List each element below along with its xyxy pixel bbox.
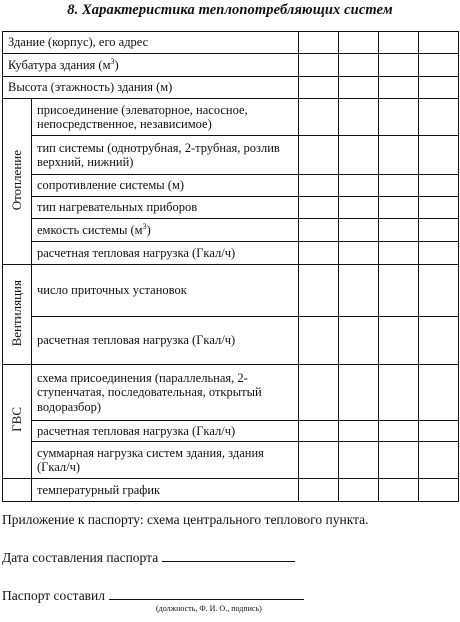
value-cell[interactable] xyxy=(419,54,459,77)
value-cell[interactable] xyxy=(379,317,419,365)
table-row xyxy=(3,32,459,54)
table-row xyxy=(3,242,459,265)
value-cell[interactable] xyxy=(339,365,379,421)
value-cell[interactable] xyxy=(299,365,339,421)
table-row xyxy=(3,197,459,219)
table-row xyxy=(3,136,459,175)
value-cell[interactable] xyxy=(419,136,459,175)
value-cell[interactable] xyxy=(339,54,379,77)
value-cell[interactable] xyxy=(299,479,339,502)
table-row xyxy=(3,442,459,479)
row-label-heating-resistance: сопротивление системы (м) xyxy=(32,175,299,197)
value-cell[interactable] xyxy=(299,99,339,136)
row-label-building-volume: Кубатура здания $(м^3)$ xyxy=(3,54,299,77)
row-label-heating-radiator-type: тип нагревательных приборов xyxy=(32,197,299,219)
value-cell[interactable] xyxy=(299,317,339,365)
date-field[interactable] xyxy=(162,549,295,562)
value-cell[interactable] xyxy=(339,99,379,136)
value-cell[interactable] xyxy=(379,99,419,136)
compiler-label: Паспорт составил xyxy=(2,588,106,603)
compiler-line xyxy=(2,587,304,604)
value-cell[interactable] xyxy=(419,317,459,365)
value-cell[interactable] xyxy=(339,77,379,99)
value-cell[interactable] xyxy=(379,479,419,502)
heat-consumer-table xyxy=(2,31,459,502)
value-cell[interactable] xyxy=(299,136,339,175)
value-cell[interactable] xyxy=(419,197,459,219)
table-row xyxy=(3,365,459,421)
value-cell[interactable] xyxy=(339,136,379,175)
value-cell[interactable] xyxy=(379,365,419,421)
table-row xyxy=(3,77,459,99)
value-cell[interactable] xyxy=(379,265,419,317)
table-row xyxy=(3,219,459,242)
value-cell[interactable] xyxy=(339,219,379,242)
table-row xyxy=(3,54,459,77)
row-label-heating-connection: присоединение (элеваторное, насосное, непосредственное, независимое) xyxy=(32,99,299,136)
table-row xyxy=(3,421,459,442)
table-row xyxy=(3,479,459,502)
value-cell[interactable] xyxy=(419,265,459,317)
row-label-heating-system-type: тип системы (однотрубная, 2-трубная, розлив верхний, нижний) xyxy=(32,136,299,175)
value-cell[interactable] xyxy=(339,442,379,479)
row-label-hot-water-connection-scheme: схема присоединения (параллельная, 2-ступенчатая, последовательная, открытый водоразбор) xyxy=(32,365,299,421)
value-cell[interactable] xyxy=(339,242,379,265)
value-cell[interactable] xyxy=(299,77,339,99)
value-cell[interactable] xyxy=(299,197,339,219)
value-cell[interactable] xyxy=(379,197,419,219)
value-cell[interactable] xyxy=(419,365,459,421)
value-cell[interactable] xyxy=(419,421,459,442)
value-cell[interactable] xyxy=(379,32,419,54)
value-cell[interactable] xyxy=(299,421,339,442)
value-cell[interactable] xyxy=(339,421,379,442)
value-cell[interactable] xyxy=(299,242,339,265)
value-cell[interactable] xyxy=(379,136,419,175)
value-cell[interactable] xyxy=(419,442,459,479)
table-row xyxy=(3,265,459,317)
row-label-ventilation-design-load: расчетная тепловая нагрузка (Гкал/ч) xyxy=(32,317,299,365)
value-cell[interactable] xyxy=(299,265,339,317)
value-cell[interactable] xyxy=(339,32,379,54)
value-cell[interactable] xyxy=(379,54,419,77)
value-cell[interactable] xyxy=(419,175,459,197)
value-cell[interactable] xyxy=(339,317,379,365)
compiler-caption: (должность, Ф. И. О., подпись) xyxy=(156,604,262,613)
value-cell[interactable] xyxy=(419,32,459,54)
value-cell[interactable] xyxy=(339,197,379,219)
date-line xyxy=(2,549,295,566)
appendix-note: Приложение к паспорту: схема центрального теплового пункта. xyxy=(2,512,369,527)
row-label-temperature-schedule: температурный график xyxy=(32,479,299,502)
value-cell[interactable] xyxy=(379,442,419,479)
value-cell[interactable] xyxy=(419,77,459,99)
value-cell[interactable] xyxy=(419,242,459,265)
value-cell[interactable] xyxy=(379,421,419,442)
value-cell[interactable] xyxy=(379,175,419,197)
value-cell[interactable] xyxy=(419,99,459,136)
table-row xyxy=(3,175,459,197)
row-label-hot-water-design-load: расчетная тепловая нагрузка (Гкал/ч) xyxy=(32,421,299,442)
value-cell[interactable] xyxy=(339,175,379,197)
value-cell[interactable] xyxy=(299,32,339,54)
value-cell[interactable] xyxy=(339,479,379,502)
value-cell[interactable] xyxy=(379,242,419,265)
value-cell[interactable] xyxy=(419,479,459,502)
row-label-hot-water-total-load: суммарная нагрузка систем здания, здания (Гкал/ч) xyxy=(32,442,299,479)
value-cell[interactable] xyxy=(339,265,379,317)
heating-group-label: Отопление xyxy=(3,99,32,265)
hot-water-group-label: ГВС xyxy=(3,365,32,479)
row-label-heating-design-load: расчетная тепловая нагрузка (Гкал/ч) xyxy=(32,242,299,265)
section-title: 8. Характеристика теплопотребляющих систем xyxy=(67,2,393,18)
date-label: Дата составления паспорта xyxy=(2,550,159,565)
empty-group-cell xyxy=(3,479,32,502)
row-label-heating-capacity: емкость системы $(м^3)$ xyxy=(32,219,299,242)
value-cell[interactable] xyxy=(299,219,339,242)
value-cell[interactable] xyxy=(299,442,339,479)
value-cell[interactable] xyxy=(419,219,459,242)
ventilation-group-label: Вентиляция xyxy=(3,265,32,365)
table-row xyxy=(3,317,459,365)
value-cell[interactable] xyxy=(379,77,419,99)
row-label-ventilation-supply-units: число приточных установок xyxy=(32,265,299,317)
compiler-field[interactable] xyxy=(109,587,304,600)
value-cell[interactable] xyxy=(379,219,419,242)
row-label-building-height: Высота (этажность) здания (м) xyxy=(3,77,299,99)
value-cell[interactable] xyxy=(299,175,339,197)
value-cell[interactable] xyxy=(299,54,339,77)
table-row xyxy=(3,99,459,136)
row-label-building-address: Здание (корпус), его адрес xyxy=(3,32,299,54)
